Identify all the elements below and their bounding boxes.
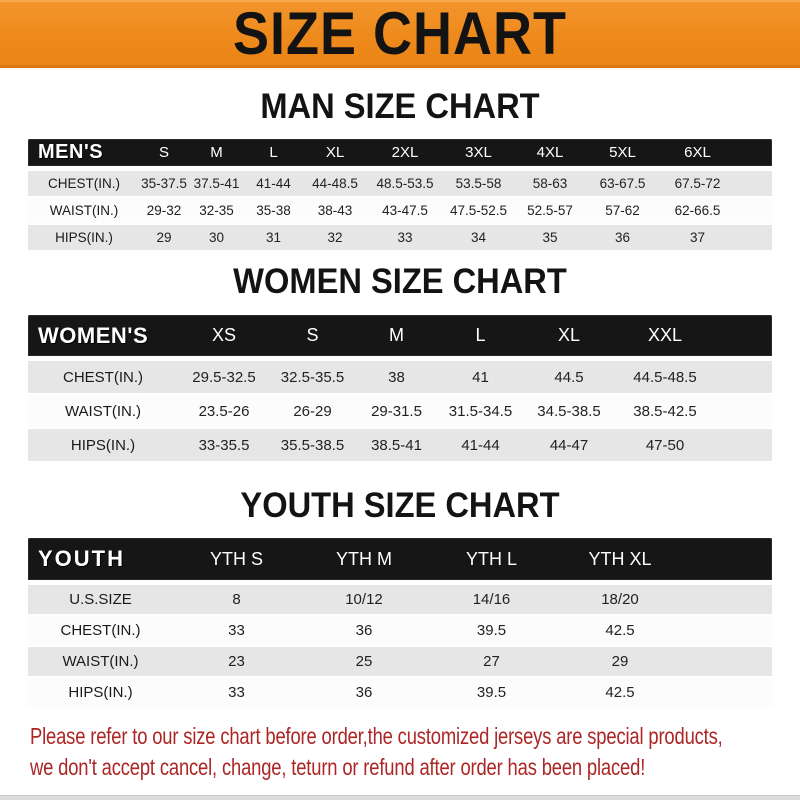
value-cell: 26-29 bbox=[293, 402, 332, 420]
row-label-cell: HIPS(IN.) bbox=[70, 436, 136, 454]
size-header-cell: 4XL bbox=[536, 144, 564, 161]
bottom-strip bbox=[0, 795, 800, 800]
value-cell: 44.5 bbox=[554, 368, 584, 386]
size-header-cell: 5XL bbox=[609, 144, 636, 161]
value-cell: 29-31.5 bbox=[371, 402, 422, 420]
size-header-cell: M bbox=[389, 325, 404, 345]
value-cell: 52.5-57 bbox=[527, 203, 573, 218]
row-label-cell: U.S.SIZE bbox=[69, 591, 132, 608]
value-cell: 36 bbox=[355, 684, 373, 701]
size-header-cell: XL bbox=[557, 325, 581, 345]
table-row bbox=[28, 359, 772, 393]
row-label-cell: HIPS(IN.) bbox=[68, 684, 133, 701]
value-cell: 58-63 bbox=[532, 176, 568, 191]
value-cell: 29 bbox=[611, 653, 629, 670]
banner bbox=[0, 0, 800, 68]
value-cell: 34.5-38.5 bbox=[537, 402, 601, 420]
table-row bbox=[28, 196, 772, 223]
value-cell: 8 bbox=[232, 591, 241, 608]
value-cell: 32 bbox=[327, 230, 343, 245]
value-cell: 33 bbox=[397, 230, 413, 245]
size-header-cell: YTH S bbox=[209, 548, 263, 569]
table-header-row bbox=[28, 538, 772, 583]
value-cell: 42.5 bbox=[605, 622, 635, 639]
value-cell: 33 bbox=[228, 622, 245, 639]
size-header-cell: XL bbox=[325, 144, 345, 161]
value-cell: 14/16 bbox=[472, 591, 511, 608]
value-cell: 38.5-41 bbox=[371, 436, 422, 454]
row-label-cell: WAIST(IN.) bbox=[62, 653, 139, 670]
value-cell: 27 bbox=[483, 653, 500, 670]
size-header-cell: YTH M bbox=[336, 548, 392, 569]
size-header-cell: XS bbox=[211, 325, 236, 345]
size-header-cell: S bbox=[306, 325, 319, 345]
women-size-section bbox=[0, 263, 800, 461]
table-row bbox=[28, 583, 772, 614]
table-header-row bbox=[28, 139, 772, 169]
value-cell: 31 bbox=[265, 230, 282, 245]
size-header-cell: 2XL bbox=[391, 144, 419, 161]
table-row bbox=[28, 393, 772, 427]
size-header-cell: 6XL bbox=[684, 144, 711, 161]
table-title-cell: WOMEN'S bbox=[38, 322, 149, 348]
value-cell: 41-44 bbox=[256, 176, 291, 191]
value-cell: 38-43 bbox=[317, 203, 353, 218]
value-cell: 30 bbox=[208, 230, 225, 245]
value-cell: 48.5-53.5 bbox=[376, 176, 434, 191]
table-row bbox=[28, 614, 772, 645]
value-cell: 43-47.5 bbox=[382, 203, 428, 218]
value-cell: 29.5-32.5 bbox=[192, 368, 256, 386]
value-cell: 41-44 bbox=[461, 436, 500, 454]
row-label-cell: CHEST(IN.) bbox=[63, 368, 143, 386]
size-header-cell: L bbox=[269, 144, 278, 161]
notice-line-2: we don't accept cancel, change, teturn or refund after order has been placed! bbox=[30, 754, 646, 780]
value-cell: 67.5-72 bbox=[674, 176, 721, 191]
value-cell: 47.5-52.5 bbox=[449, 203, 508, 218]
size-header-cell: L bbox=[475, 325, 486, 345]
value-cell: 57-62 bbox=[605, 203, 640, 218]
value-cell: 53.5-58 bbox=[455, 176, 502, 191]
size-header-cell: YTH L bbox=[465, 548, 517, 569]
value-cell: 32.5-35.5 bbox=[280, 368, 345, 386]
value-cell: 39.5 bbox=[476, 622, 507, 639]
row-label-cell: CHEST(IN.) bbox=[48, 176, 120, 191]
page-title: SIZE CHART bbox=[233, 0, 567, 68]
men-size-section bbox=[0, 88, 800, 250]
table-title-cell: MEN'S bbox=[38, 141, 104, 163]
youth-section-heading: YOUTH SIZE CHART bbox=[240, 485, 560, 525]
value-cell: 23 bbox=[228, 653, 245, 670]
men-size-table bbox=[28, 139, 772, 250]
value-cell: 44.5-48.5 bbox=[633, 368, 697, 386]
row-label-cell: HIPS(IN.) bbox=[55, 230, 113, 245]
value-cell: 35 bbox=[542, 230, 558, 245]
value-cell: 62-66.5 bbox=[674, 203, 721, 218]
value-cell: 23.5-26 bbox=[198, 402, 250, 420]
value-cell: 42.5 bbox=[605, 684, 635, 701]
women-size-table bbox=[28, 315, 772, 461]
value-cell: 31.5-34.5 bbox=[448, 402, 513, 420]
table-title-cell: YOUTH bbox=[38, 546, 125, 571]
table-row bbox=[28, 676, 772, 707]
value-cell: 44-47 bbox=[549, 436, 589, 454]
value-cell: 39.5 bbox=[476, 684, 507, 701]
notice-line-1: Please refer to our size chart before order,the customized jerseys are special products, bbox=[30, 723, 723, 749]
value-cell: 25 bbox=[355, 653, 373, 670]
value-cell: 33-35.5 bbox=[198, 436, 250, 454]
value-cell: 63-67.5 bbox=[599, 176, 646, 191]
value-cell: 38 bbox=[388, 368, 405, 386]
youth-size-table bbox=[28, 538, 772, 707]
row-label-cell: WAIST(IN.) bbox=[64, 402, 142, 420]
table-row bbox=[28, 169, 772, 196]
value-cell: 41 bbox=[472, 368, 489, 386]
value-cell: 32-35 bbox=[199, 203, 234, 218]
value-cell: 29-32 bbox=[146, 203, 182, 218]
size-header-cell: 3XL bbox=[465, 144, 492, 161]
value-cell: 35-37.5 bbox=[141, 176, 187, 191]
size-header-cell: M bbox=[210, 144, 223, 161]
women-section-heading: WOMEN SIZE CHART bbox=[233, 261, 567, 301]
row-label-cell: CHEST(IN.) bbox=[60, 622, 141, 639]
value-cell: 36 bbox=[355, 622, 373, 639]
value-cell: 36 bbox=[614, 230, 631, 245]
value-cell: 33 bbox=[228, 684, 245, 701]
table-row bbox=[28, 645, 772, 676]
table-header-row bbox=[28, 315, 772, 359]
table-row bbox=[28, 223, 772, 250]
size-header-cell: XXL bbox=[647, 325, 683, 345]
men-section-heading: MAN SIZE CHART bbox=[260, 86, 540, 126]
value-cell: 37.5-41 bbox=[193, 176, 240, 191]
size-header-cell: S bbox=[158, 144, 169, 161]
row-label-cell: WAIST(IN.) bbox=[49, 203, 119, 218]
value-cell: 10/12 bbox=[345, 591, 383, 608]
value-cell: 44-48.5 bbox=[312, 176, 358, 191]
youth-size-section bbox=[0, 487, 800, 707]
value-cell: 29 bbox=[156, 230, 172, 245]
value-cell: 35-38 bbox=[256, 203, 291, 218]
value-cell: 35.5-38.5 bbox=[280, 436, 345, 454]
value-cell: 37 bbox=[689, 230, 706, 245]
order-notice bbox=[30, 721, 800, 783]
value-cell: 34 bbox=[470, 230, 487, 245]
value-cell: 38.5-42.5 bbox=[633, 402, 697, 420]
table-row bbox=[28, 427, 772, 461]
size-header-cell: YTH XL bbox=[588, 548, 652, 569]
value-cell: 47-50 bbox=[645, 436, 685, 454]
value-cell: 18/20 bbox=[601, 591, 639, 608]
